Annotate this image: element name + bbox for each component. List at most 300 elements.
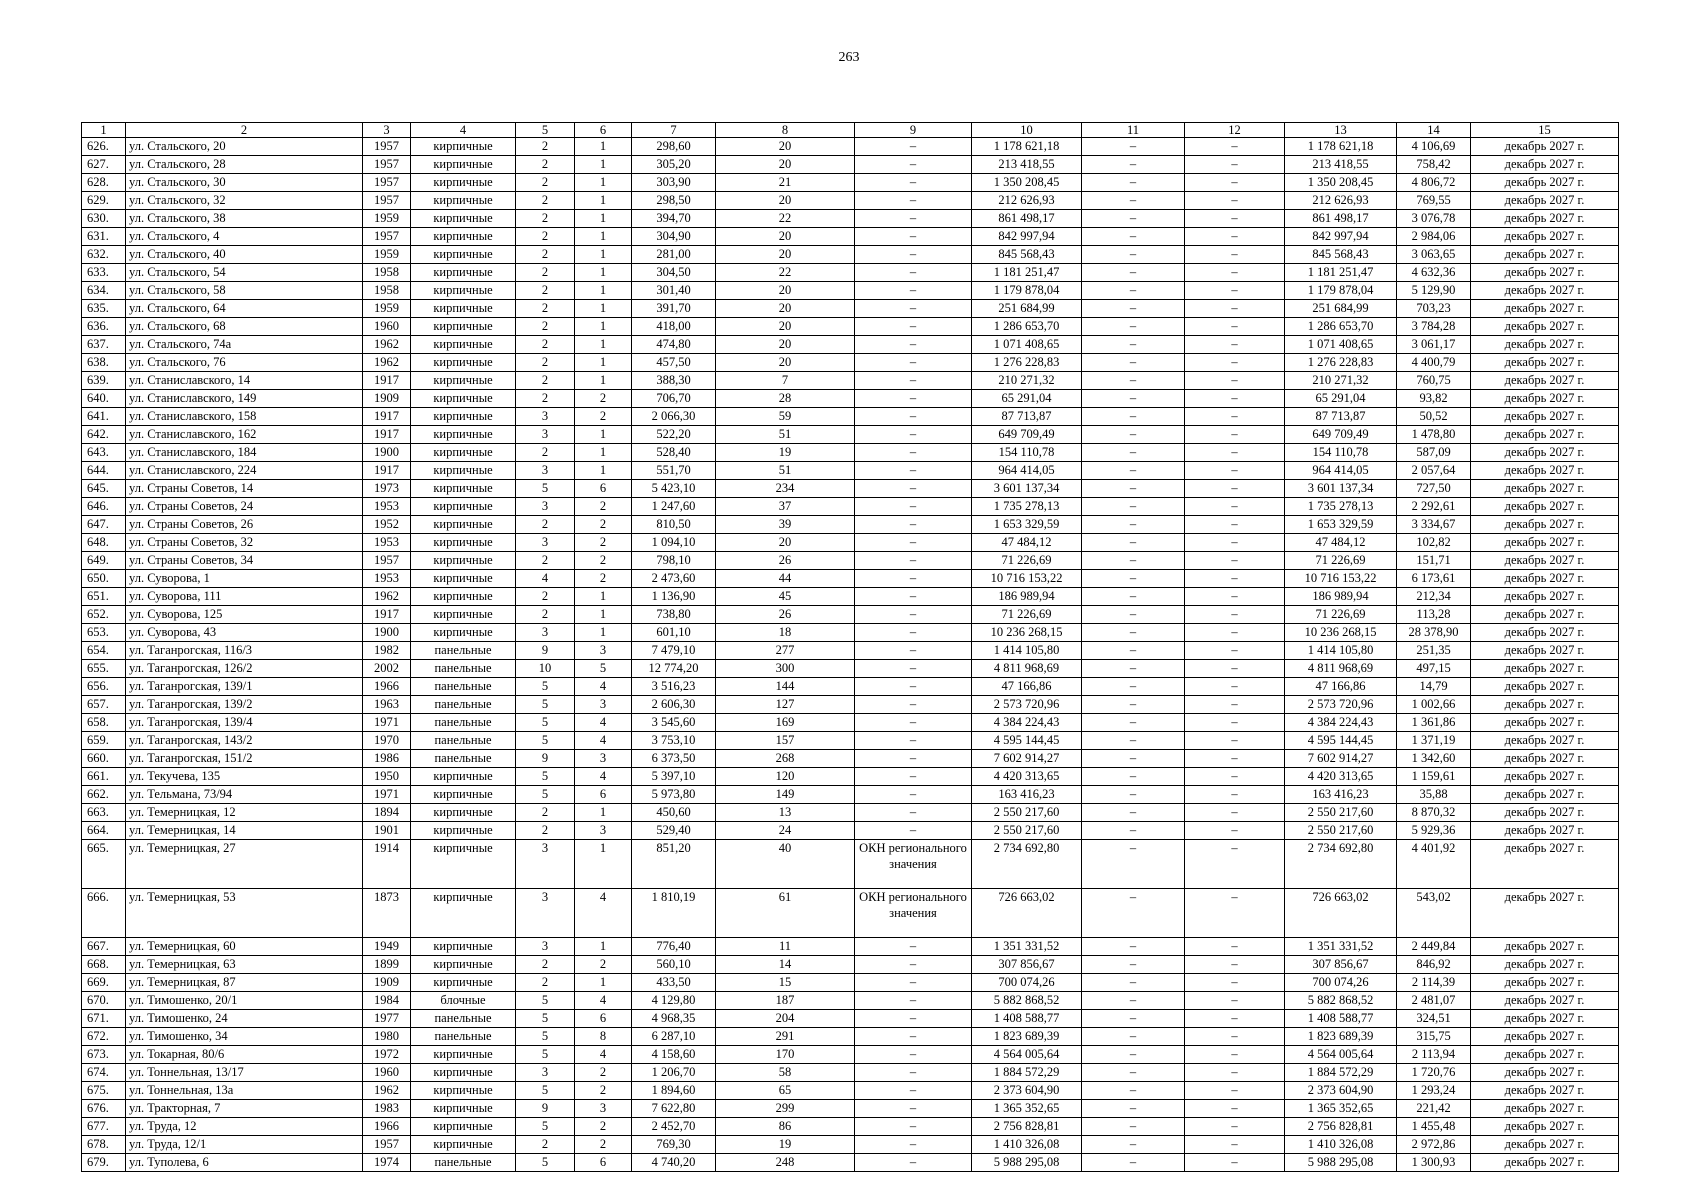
table-cell: 20 — [716, 318, 855, 336]
table-cell: 2 057,64 — [1397, 462, 1471, 480]
table-row — [82, 174, 1619, 192]
table-cell: 1 823 689,39 — [1285, 1028, 1397, 1046]
table-row — [82, 992, 1619, 1010]
table-cell: ул. Стальского, 40 — [126, 246, 363, 264]
table-cell: ул. Темерницкая, 60 — [126, 938, 363, 956]
table-row — [82, 570, 1619, 588]
table-cell: 1962 — [363, 588, 411, 606]
table-cell: 1917 — [363, 408, 411, 426]
table-cell: 307 856,67 — [1285, 956, 1397, 974]
table-cell: 9 — [516, 642, 575, 660]
table-cell: – — [1082, 156, 1185, 174]
table-cell: 1 181 251,47 — [1285, 264, 1397, 282]
table-cell: 113,28 — [1397, 606, 1471, 624]
table-row — [82, 889, 1619, 938]
table-cell: декабрь 2027 г. — [1471, 264, 1619, 282]
table-row — [82, 750, 1619, 768]
table-cell: кирпичные — [411, 588, 516, 606]
table-cell: кирпичные — [411, 372, 516, 390]
table-cell: 120 — [716, 768, 855, 786]
table-cell: 648. — [82, 534, 126, 552]
table-cell: 1 — [575, 282, 632, 300]
table-row — [82, 768, 1619, 786]
table-cell: 2 756 828,81 — [972, 1118, 1082, 1136]
table-cell: 1984 — [363, 992, 411, 1010]
table-cell: 1982 — [363, 642, 411, 660]
table-cell: 151,71 — [1397, 552, 1471, 570]
table-cell: ул. Таганрогская, 126/2 — [126, 660, 363, 678]
table-cell: 4 564 005,64 — [1285, 1046, 1397, 1064]
table-cell: 10 716 153,22 — [1285, 570, 1397, 588]
table-cell: декабрь 2027 г. — [1471, 889, 1619, 938]
table-cell: 528,40 — [632, 444, 716, 462]
table-cell: 631. — [82, 228, 126, 246]
table-row — [82, 318, 1619, 336]
table-cell: кирпичные — [411, 138, 516, 156]
table-row — [82, 462, 1619, 480]
table-cell: 1 — [575, 192, 632, 210]
table-cell: 65 291,04 — [1285, 390, 1397, 408]
table-cell: – — [1082, 840, 1185, 889]
table-cell: – — [1185, 804, 1285, 822]
table-cell: – — [855, 768, 972, 786]
table-cell: – — [1185, 264, 1285, 282]
table-cell: 93,82 — [1397, 390, 1471, 408]
table-row — [82, 624, 1619, 642]
table-cell: 670. — [82, 992, 126, 1010]
table-cell: 1966 — [363, 1118, 411, 1136]
table-cell: 163 416,23 — [1285, 786, 1397, 804]
table-cell: – — [1185, 750, 1285, 768]
table-cell: ул. Страны Советов, 24 — [126, 498, 363, 516]
table-cell: 1971 — [363, 786, 411, 804]
table-cell: – — [1185, 174, 1285, 192]
table-cell: – — [1185, 282, 1285, 300]
table-cell: 4 158,60 — [632, 1046, 716, 1064]
table-cell: кирпичные — [411, 246, 516, 264]
table-cell: – — [1185, 246, 1285, 264]
table-cell: 640. — [82, 390, 126, 408]
table-cell: 645. — [82, 480, 126, 498]
table-cell: 776,40 — [632, 938, 716, 956]
table-cell: 3 — [516, 534, 575, 552]
table-cell: 298,50 — [632, 192, 716, 210]
table-cell: 1957 — [363, 138, 411, 156]
table-cell: 760,75 — [1397, 372, 1471, 390]
table-cell: 726 663,02 — [972, 889, 1082, 938]
table-cell: ул. Тимошенко, 20/1 — [126, 992, 363, 1010]
table-cell: декабрь 2027 г. — [1471, 516, 1619, 534]
table-cell: 7 602 914,27 — [1285, 750, 1397, 768]
table-cell: 170 — [716, 1046, 855, 1064]
table-cell: – — [855, 192, 972, 210]
table-cell: 2 — [575, 390, 632, 408]
table-cell: 1 720,76 — [1397, 1064, 1471, 1082]
table-cell: ул. Таганрогская, 116/3 — [126, 642, 363, 660]
table-cell: 19 — [716, 1136, 855, 1154]
table-row — [82, 552, 1619, 570]
table-cell: 5 129,90 — [1397, 282, 1471, 300]
table-cell: 4 106,69 — [1397, 138, 1471, 156]
table-cell: 5 — [516, 732, 575, 750]
table-cell: – — [855, 588, 972, 606]
table-cell: 4 811 968,69 — [1285, 660, 1397, 678]
table-cell: – — [1185, 300, 1285, 318]
table-cell: 529,40 — [632, 822, 716, 840]
table-cell: 3 — [516, 462, 575, 480]
table-cell: – — [855, 318, 972, 336]
table-cell: кирпичные — [411, 570, 516, 588]
table-cell: 861 498,17 — [972, 210, 1082, 228]
table-cell: – — [1185, 1100, 1285, 1118]
table-cell: 1957 — [363, 552, 411, 570]
table-cell: 842 997,94 — [972, 228, 1082, 246]
table-cell: 2 473,60 — [632, 570, 716, 588]
table-cell: 210 271,32 — [972, 372, 1082, 390]
table-cell: декабрь 2027 г. — [1471, 1154, 1619, 1172]
housing-register-table — [81, 122, 1619, 1172]
table-cell: 1 350 208,45 — [972, 174, 1082, 192]
table-cell: 651. — [82, 588, 126, 606]
table-cell: – — [1082, 678, 1185, 696]
table-cell: – — [1082, 974, 1185, 992]
table-cell: 47 484,12 — [1285, 534, 1397, 552]
table-cell: – — [1082, 606, 1185, 624]
table-cell: 1 293,24 — [1397, 1082, 1471, 1100]
table-cell: ул. Тельмана, 73/94 — [126, 786, 363, 804]
table-cell: кирпичные — [411, 938, 516, 956]
table-cell: – — [855, 606, 972, 624]
table-cell: ул. Станиславского, 224 — [126, 462, 363, 480]
table-cell: 9 — [516, 750, 575, 768]
table-cell: кирпичные — [411, 804, 516, 822]
table-cell: – — [1082, 336, 1185, 354]
table-cell: декабрь 2027 г. — [1471, 210, 1619, 228]
table-cell: 1 — [575, 840, 632, 889]
table-cell: ул. Станиславского, 149 — [126, 390, 363, 408]
table-cell: декабрь 2027 г. — [1471, 696, 1619, 714]
table-cell: 5 — [516, 992, 575, 1010]
table-cell: – — [855, 300, 972, 318]
table-cell: 1 884 572,29 — [972, 1064, 1082, 1082]
table-cell: панельные — [411, 1028, 516, 1046]
table-cell: – — [855, 1100, 972, 1118]
table-cell: 2 550 217,60 — [972, 804, 1082, 822]
table-cell: ул. Темерницкая, 53 — [126, 889, 363, 938]
table-cell: декабрь 2027 г. — [1471, 822, 1619, 840]
table-cell: – — [1185, 498, 1285, 516]
table-cell: 20 — [716, 138, 855, 156]
table-cell: – — [1185, 390, 1285, 408]
table-cell: декабрь 2027 г. — [1471, 390, 1619, 408]
table-cell: – — [1185, 192, 1285, 210]
table-cell: 1 410 326,08 — [972, 1136, 1082, 1154]
table-cell: 3 — [516, 624, 575, 642]
table-cell: декабрь 2027 г. — [1471, 228, 1619, 246]
table-cell: 3 — [516, 426, 575, 444]
table-cell: 2002 — [363, 660, 411, 678]
table-cell: – — [855, 282, 972, 300]
table-cell: ул. Суворова, 43 — [126, 624, 363, 642]
table-cell: 4 129,80 — [632, 992, 716, 1010]
table-cell: панельные — [411, 750, 516, 768]
table-cell: 1970 — [363, 732, 411, 750]
table-cell: – — [855, 444, 972, 462]
table-cell: – — [1185, 1118, 1285, 1136]
table-cell: 4 401,92 — [1397, 840, 1471, 889]
table-cell: кирпичные — [411, 768, 516, 786]
table-cell: 1917 — [363, 606, 411, 624]
table-cell: – — [1082, 889, 1185, 938]
table-cell: 1873 — [363, 889, 411, 938]
table-cell: – — [855, 498, 972, 516]
table-cell: кирпичные — [411, 210, 516, 228]
table-cell: 1 — [575, 372, 632, 390]
table-cell: 5 — [516, 786, 575, 804]
table-row — [82, 426, 1619, 444]
table-cell: 677. — [82, 1118, 126, 1136]
table-cell: – — [855, 696, 972, 714]
table-cell: 39 — [716, 516, 855, 534]
table-cell: 251,35 — [1397, 642, 1471, 660]
table-cell: 1 — [575, 138, 632, 156]
table-cell: 5 — [516, 696, 575, 714]
table-cell: ул. Стальского, 54 — [126, 264, 363, 282]
table-cell: 10 — [516, 660, 575, 678]
table-cell: 2 — [516, 300, 575, 318]
table-row — [82, 264, 1619, 282]
table-cell: кирпичные — [411, 974, 516, 992]
table-body — [82, 138, 1619, 1172]
table-cell: 2 573 720,96 — [972, 696, 1082, 714]
table-cell: 19 — [716, 444, 855, 462]
table-row — [82, 956, 1619, 974]
table-cell: 1957 — [363, 174, 411, 192]
table-cell: 7 602 914,27 — [972, 750, 1082, 768]
table-cell: – — [1185, 822, 1285, 840]
table-cell: – — [855, 1082, 972, 1100]
table-cell: 1909 — [363, 390, 411, 408]
table-cell: ул. Стальского, 74а — [126, 336, 363, 354]
table-cell: 4 384 224,43 — [972, 714, 1082, 732]
table-cell: 2 114,39 — [1397, 974, 1471, 992]
table-cell: 626. — [82, 138, 126, 156]
table-row — [82, 516, 1619, 534]
table-cell: 497,15 — [1397, 660, 1471, 678]
table-cell: ул. Страны Советов, 32 — [126, 534, 363, 552]
table-cell: 652. — [82, 606, 126, 624]
table-cell: 1 — [575, 174, 632, 192]
table-cell: 3 — [516, 889, 575, 938]
table-cell: 4 632,36 — [1397, 264, 1471, 282]
table-cell: 7 622,80 — [632, 1100, 716, 1118]
table-cell: – — [1082, 498, 1185, 516]
page-number: 263 — [838, 50, 860, 65]
table-cell: – — [855, 660, 972, 678]
table-cell: 7 479,10 — [632, 642, 716, 660]
table-cell: 433,50 — [632, 974, 716, 992]
table-cell: 234 — [716, 480, 855, 498]
table-cell: 1973 — [363, 480, 411, 498]
table-cell: 251 684,99 — [1285, 300, 1397, 318]
table-cell: 738,80 — [632, 606, 716, 624]
table-cell: 627. — [82, 156, 126, 174]
table-cell: 1 — [575, 804, 632, 822]
table-cell: кирпичные — [411, 426, 516, 444]
table-cell: – — [1185, 1064, 1285, 1082]
table-cell: 20 — [716, 354, 855, 372]
table-cell: 846,92 — [1397, 956, 1471, 974]
table-cell: – — [1082, 1136, 1185, 1154]
table-cell: 394,70 — [632, 210, 716, 228]
table-cell: 1 181 251,47 — [972, 264, 1082, 282]
table-cell: 251 684,99 — [972, 300, 1082, 318]
table-row — [82, 642, 1619, 660]
table-cell: 633. — [82, 264, 126, 282]
table-cell: – — [1185, 956, 1285, 974]
table-cell: 2 — [516, 822, 575, 840]
table-cell: 3 — [575, 642, 632, 660]
table-cell: – — [1082, 956, 1185, 974]
table-cell: – — [855, 1010, 972, 1028]
table-cell: 163 416,23 — [972, 786, 1082, 804]
table-cell: – — [1082, 228, 1185, 246]
table-cell: – — [1082, 138, 1185, 156]
table-cell: 1 — [575, 624, 632, 642]
table-cell: декабрь 2027 г. — [1471, 426, 1619, 444]
table-cell: – — [1185, 138, 1285, 156]
table-cell: 4 420 313,65 — [972, 768, 1082, 786]
table-cell: кирпичные — [411, 354, 516, 372]
table-cell: 9 — [516, 1100, 575, 1118]
table-cell: 700 074,26 — [972, 974, 1082, 992]
table-cell: – — [855, 570, 972, 588]
table-cell: ул. Суворова, 125 — [126, 606, 363, 624]
table-cell: 5 — [516, 1046, 575, 1064]
table-cell: 1 894,60 — [632, 1082, 716, 1100]
table-cell: ул. Станиславского, 184 — [126, 444, 363, 462]
table-cell: – — [855, 336, 972, 354]
table-cell: кирпичные — [411, 300, 516, 318]
table-cell: 298,60 — [632, 138, 716, 156]
table-cell: 1 365 352,65 — [972, 1100, 1082, 1118]
table-cell: – — [855, 390, 972, 408]
table-cell: 1 — [575, 974, 632, 992]
table-cell: – — [1185, 570, 1285, 588]
table-cell: декабрь 2027 г. — [1471, 336, 1619, 354]
table-cell: 1 179 878,04 — [1285, 282, 1397, 300]
table-cell: декабрь 2027 г. — [1471, 192, 1619, 210]
table-cell: 1 365 352,65 — [1285, 1100, 1397, 1118]
table-cell: 2 — [516, 210, 575, 228]
table-cell: кирпичные — [411, 192, 516, 210]
table-cell: – — [1082, 462, 1185, 480]
table-cell: ул. Тоннельная, 13/17 — [126, 1064, 363, 1082]
table-cell: 10 236 268,15 — [1285, 624, 1397, 642]
table-cell: декабрь 2027 г. — [1471, 138, 1619, 156]
table-cell: кирпичные — [411, 174, 516, 192]
table-cell: ОКН регионального значения — [855, 889, 972, 938]
table-cell: кирпичные — [411, 282, 516, 300]
table-cell: 304,90 — [632, 228, 716, 246]
table-cell: 450,60 — [632, 804, 716, 822]
table-cell: – — [855, 426, 972, 444]
table-cell: – — [1082, 192, 1185, 210]
table-row — [82, 786, 1619, 804]
table-cell: 1962 — [363, 1082, 411, 1100]
table-cell: панельные — [411, 696, 516, 714]
table-cell: 127 — [716, 696, 855, 714]
table-cell: 1 — [575, 938, 632, 956]
table-cell: 12 774,20 — [632, 660, 716, 678]
table-cell: декабрь 2027 г. — [1471, 786, 1619, 804]
table-cell: 5 973,80 — [632, 786, 716, 804]
table-cell: 2 — [575, 408, 632, 426]
table-cell: 3 — [575, 822, 632, 840]
table-cell: ул. Таганрогская, 139/1 — [126, 678, 363, 696]
table-cell: – — [1082, 822, 1185, 840]
table-cell: ул. Темерницкая, 14 — [126, 822, 363, 840]
table-cell: 5 423,10 — [632, 480, 716, 498]
table-cell: 653. — [82, 624, 126, 642]
table-cell: 1 — [575, 318, 632, 336]
table-cell: 1950 — [363, 768, 411, 786]
table-cell: 1960 — [363, 1064, 411, 1082]
table-cell: 4 400,79 — [1397, 354, 1471, 372]
table-cell: 5 — [516, 480, 575, 498]
table-cell: 2 — [516, 956, 575, 974]
table-cell: – — [1082, 624, 1185, 642]
table-cell: – — [855, 372, 972, 390]
table-cell: 71 226,69 — [1285, 552, 1397, 570]
table-cell: 656. — [82, 678, 126, 696]
table-cell: ул. Труда, 12 — [126, 1118, 363, 1136]
table-cell: 3 — [575, 1100, 632, 1118]
table-cell: 1953 — [363, 498, 411, 516]
table-cell: декабрь 2027 г. — [1471, 372, 1619, 390]
table-cell: 13 — [716, 804, 855, 822]
table-cell: 4 968,35 — [632, 1010, 716, 1028]
table-cell: декабрь 2027 г. — [1471, 974, 1619, 992]
table-cell: 58 — [716, 1064, 855, 1082]
table-cell: 1917 — [363, 372, 411, 390]
table-cell: 28 — [716, 390, 855, 408]
table-cell: – — [1082, 1154, 1185, 1172]
table-cell: 1953 — [363, 570, 411, 588]
table-cell: декабрь 2027 г. — [1471, 1082, 1619, 1100]
table-cell: декабрь 2027 г. — [1471, 938, 1619, 956]
table-cell: – — [1185, 210, 1285, 228]
table-cell: декабрь 2027 г. — [1471, 1028, 1619, 1046]
table-cell: 2 — [516, 372, 575, 390]
table-cell: 1 071 408,65 — [1285, 336, 1397, 354]
table-cell: 649 709,49 — [972, 426, 1082, 444]
table-cell: 1972 — [363, 1046, 411, 1064]
table-cell: 674. — [82, 1064, 126, 1082]
table-cell: 5 — [516, 1118, 575, 1136]
table-cell: – — [855, 534, 972, 552]
table-cell: 2 — [516, 444, 575, 462]
table-cell: ул. Тоннельная, 13а — [126, 1082, 363, 1100]
table-cell: – — [1185, 408, 1285, 426]
table-cell: – — [855, 516, 972, 534]
table-cell: 8 870,32 — [1397, 804, 1471, 822]
table-cell: декабрь 2027 г. — [1471, 1118, 1619, 1136]
table-cell: 61 — [716, 889, 855, 938]
table-cell: ул. Станиславского, 162 — [126, 426, 363, 444]
table-cell: 798,10 — [632, 552, 716, 570]
table-cell: – — [1185, 889, 1285, 938]
